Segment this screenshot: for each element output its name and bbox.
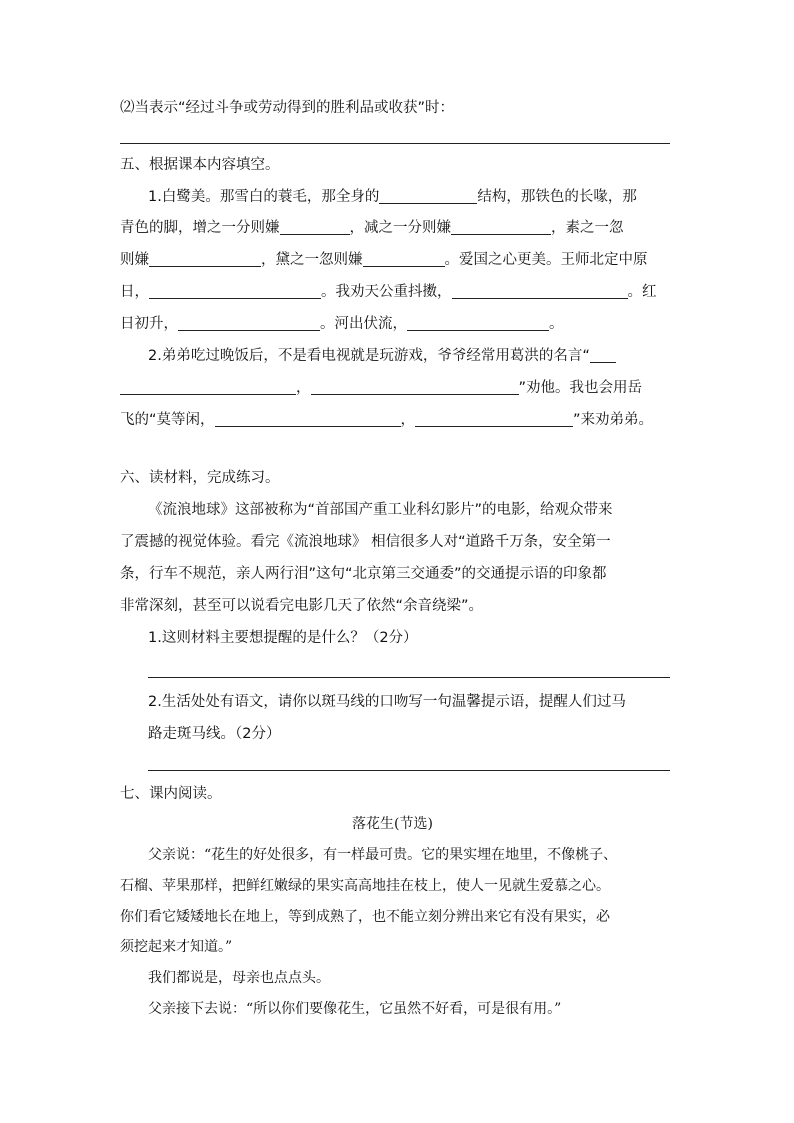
- passage-line-6: 父亲接下去说：“所以你们要像花生，它虽然不好看，可是很有用。”: [148, 1001, 562, 1017]
- blank-5-2-d[interactable]: [415, 411, 573, 427]
- section-7-title: 七、课内阅读。: [120, 786, 222, 802]
- question-4-2-text: ⑵当表示“经过斗争或劳动得到的胜利品或收获”时：: [120, 100, 455, 116]
- item-5-1-line-3: 则嫌 ，黛之一忽则嫌 。爱国之心更美。王师北定中原: [120, 252, 648, 268]
- item-5-2-line-3: 飞的“莫等闲， ， ”来劝弟弟。: [120, 412, 654, 428]
- item-5-1-line-5: 日初升， 。河出伏流， 。: [120, 316, 564, 332]
- answer-line-6-1[interactable]: [148, 677, 670, 678]
- item-5-1-line-1: 1.白鹭美。那雪白的蓑毛，那全身的 结构，那铁色的长喙，那: [148, 189, 637, 205]
- material-paragraph-line-2: 了震撼的视觉体验。看完《流浪地球》 相信很多人对“道路千万条，安全第一: [120, 534, 611, 550]
- passage-line-1: 父亲说：“花生的好处很多，有一样最可贵。它的果实埋在地里，不像桃子、: [148, 847, 618, 863]
- passage-line-3: 你们看它矮矮地长在地上，等到成熟了，也不能立刻分辨出来它有没有果实，必: [120, 909, 610, 925]
- material-paragraph-line-1: 《流浪地球》这部被称为“首部国产重工业科幻影片”的电影，给观众带来: [148, 502, 613, 518]
- blank-5-1-a[interactable]: [379, 188, 477, 204]
- question-6-1: 1.这则材料主要想提醒的是什么？（2分）: [148, 630, 418, 646]
- item-5-2-line-2: ， ”劝他。我也会用岳: [120, 378, 642, 398]
- blank-5-1-e[interactable]: [363, 251, 445, 267]
- blank-5-1-g[interactable]: [452, 283, 628, 299]
- passage-line-2: 石榴、苹果那样，把鲜红嫩绿的果实高高地挂在枝上，使人一见就生爱慕之心。: [120, 878, 610, 894]
- answer-line-6-2[interactable]: [148, 770, 670, 771]
- blank-5-1-f[interactable]: [149, 283, 321, 299]
- blank-5-1-i[interactable]: [407, 315, 549, 331]
- passage-title: 落花生(节选): [352, 816, 433, 832]
- item-5-2-line-1: 2.弟弟吃过晚饭后，不是看电视就是玩游戏，爷爷经常用葛洪的名言“: [148, 346, 616, 366]
- blank-5-2-a-start[interactable]: [590, 347, 616, 363]
- item-5-1-line-2: 青色的脚，增之一分则嫌 ，减之一分则嫌 ，素之一忽: [120, 220, 624, 236]
- passage-line-5: 我们都说是，母亲也点点头。: [148, 970, 330, 986]
- passage-line-4: 须挖起来才知道。”: [120, 939, 233, 955]
- material-paragraph-line-4: 非常深刻，甚至可以说看完电影几天了依然“余音绕梁”。: [120, 598, 484, 614]
- section-5-title: 五、根据课本内容填空。: [120, 157, 280, 173]
- blank-5-1-b[interactable]: [280, 219, 350, 235]
- blank-5-1-h[interactable]: [178, 315, 320, 331]
- item-5-1-line-4: 日， 。我劝天公重抖擞， 。红: [120, 284, 657, 300]
- blank-5-1-d[interactable]: [149, 251, 261, 267]
- blank-5-2-c[interactable]: [215, 411, 401, 427]
- blank-5-2-a[interactable]: [120, 379, 296, 395]
- material-paragraph-line-3: 条，行车不规范，亲人两行泪”这句“北京第三交通委”的交通提示语的印象都: [120, 566, 607, 582]
- answer-line-4-2[interactable]: [120, 143, 670, 144]
- question-6-2-line-2: 路走斑马线。（2分）: [148, 726, 281, 742]
- section-6-title: 六、读材料，完成练习。: [120, 470, 280, 486]
- blank-5-1-c[interactable]: [451, 219, 551, 235]
- question-6-2-line-1: 2.生活处处有语文，请你以斑马线的口吻写一句温馨提示语，提醒人们过马: [148, 694, 626, 710]
- blank-5-2-b[interactable]: [311, 379, 519, 395]
